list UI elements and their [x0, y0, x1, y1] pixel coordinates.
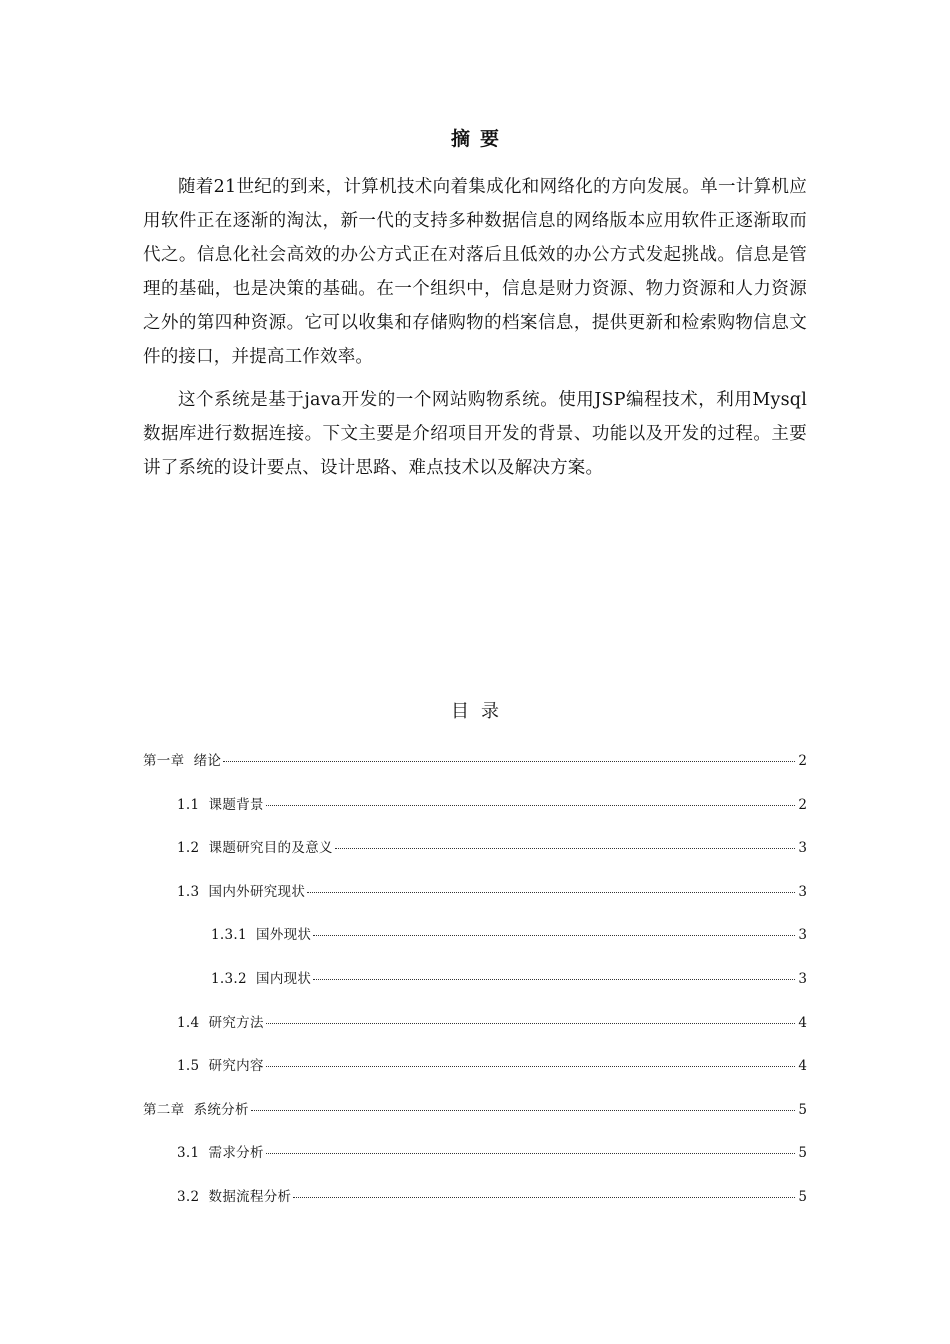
- toc-entry[interactable]: [143, 793, 807, 837]
- toc-entry-label: 3.1 需求分析: [177, 1145, 264, 1162]
- toc-leader-dots: [266, 1023, 795, 1024]
- toc-entry[interactable]: [143, 749, 807, 793]
- toc-entry[interactable]: [143, 1141, 807, 1185]
- toc-page-number: 4: [798, 1058, 807, 1075]
- toc-leader-dots: [266, 1153, 795, 1154]
- toc-entry[interactable]: [143, 880, 807, 924]
- toc-leader-dots: [251, 1110, 795, 1111]
- toc-entry[interactable]: [143, 1054, 807, 1098]
- toc-leader-dots: [313, 979, 795, 980]
- abstract-body: [143, 170, 807, 485]
- toc-page-number: 3: [798, 840, 807, 857]
- toc-entry-label: 1.2 课题研究目的及意义: [177, 840, 333, 857]
- toc-page-number: 2: [798, 753, 807, 769]
- toc-entry-label: 第一章 绪论: [143, 753, 222, 769]
- toc-entry-label: 3.2 数据流程分析: [177, 1188, 292, 1205]
- toc-leader-dots: [293, 1197, 795, 1198]
- toc-leader-dots: [307, 892, 795, 893]
- toc-entry[interactable]: [143, 1185, 807, 1229]
- toc-page-number: 3: [798, 970, 807, 987]
- toc-entry[interactable]: [143, 967, 807, 1011]
- toc-leader-dots: [266, 805, 795, 806]
- toc-entry-label: 1.4 研究方法: [177, 1014, 264, 1031]
- toc-entry[interactable]: [143, 923, 807, 967]
- toc-page-number: 3: [798, 883, 807, 900]
- toc-page-number: 4: [798, 1014, 807, 1031]
- toc-page-number: 2: [798, 796, 807, 813]
- toc-entry[interactable]: [143, 836, 807, 880]
- toc-leader-dots: [313, 935, 795, 936]
- toc-page-number: 3: [798, 927, 807, 944]
- toc-entry-label: 1.1 课题背景: [177, 796, 264, 813]
- toc-title: 目录: [451, 701, 511, 722]
- abstract-paragraph-1: 随着21世纪的到来，计算机技术向着集成化和网络化的方向发展。单一计算机应用软件正在逐渐的淘汰，新一代的支持多种数据信息的网络版本应用软件正逐渐取而代之。信息化社会高效的办公方式正在对落后且低效的办公方式发起挑战。信息是管理的基础，也是决策的基础。在一个组织中，信息是财力资源、物力资源和人力资源之外的第四种资源。它可以收集和存储购物的档案信息，提供更新和检索购物信息文件的接口，并提高工作效率。: [143, 177, 807, 367]
- toc-entry-label: 第二章 系统分析: [143, 1101, 249, 1118]
- toc-page-number: 5: [798, 1145, 807, 1162]
- toc-entry-label: 1.3 国内外研究现状: [177, 883, 306, 900]
- toc-leader-dots: [335, 848, 795, 849]
- toc-entry-label: 1.5 研究内容: [177, 1058, 264, 1075]
- toc-entry-label: 1.3.2 国内现状: [211, 970, 312, 987]
- abstract-paragraph-2: 这个系统是基于java开发的一个网站购物系统。使用JSP编程技术，利用Mysql数据库进行数据连接。下文主要是介绍项目开发的背景、功能以及开发的过程。主要讲了系统的设计要点、设计思路、难点技术以及解决方案。: [143, 390, 807, 478]
- toc-page-number: 5: [798, 1188, 807, 1205]
- toc-leader-dots: [223, 761, 795, 762]
- abstract-title: 摘要: [450, 128, 509, 150]
- toc-entry[interactable]: [143, 1098, 807, 1142]
- table-of-contents: [143, 749, 807, 1229]
- toc-leader-dots: [266, 1066, 795, 1067]
- toc-entry[interactable]: [143, 1011, 807, 1055]
- toc-entry-label: 1.3.1 国外现状: [211, 927, 312, 944]
- toc-page-number: 5: [798, 1101, 807, 1118]
